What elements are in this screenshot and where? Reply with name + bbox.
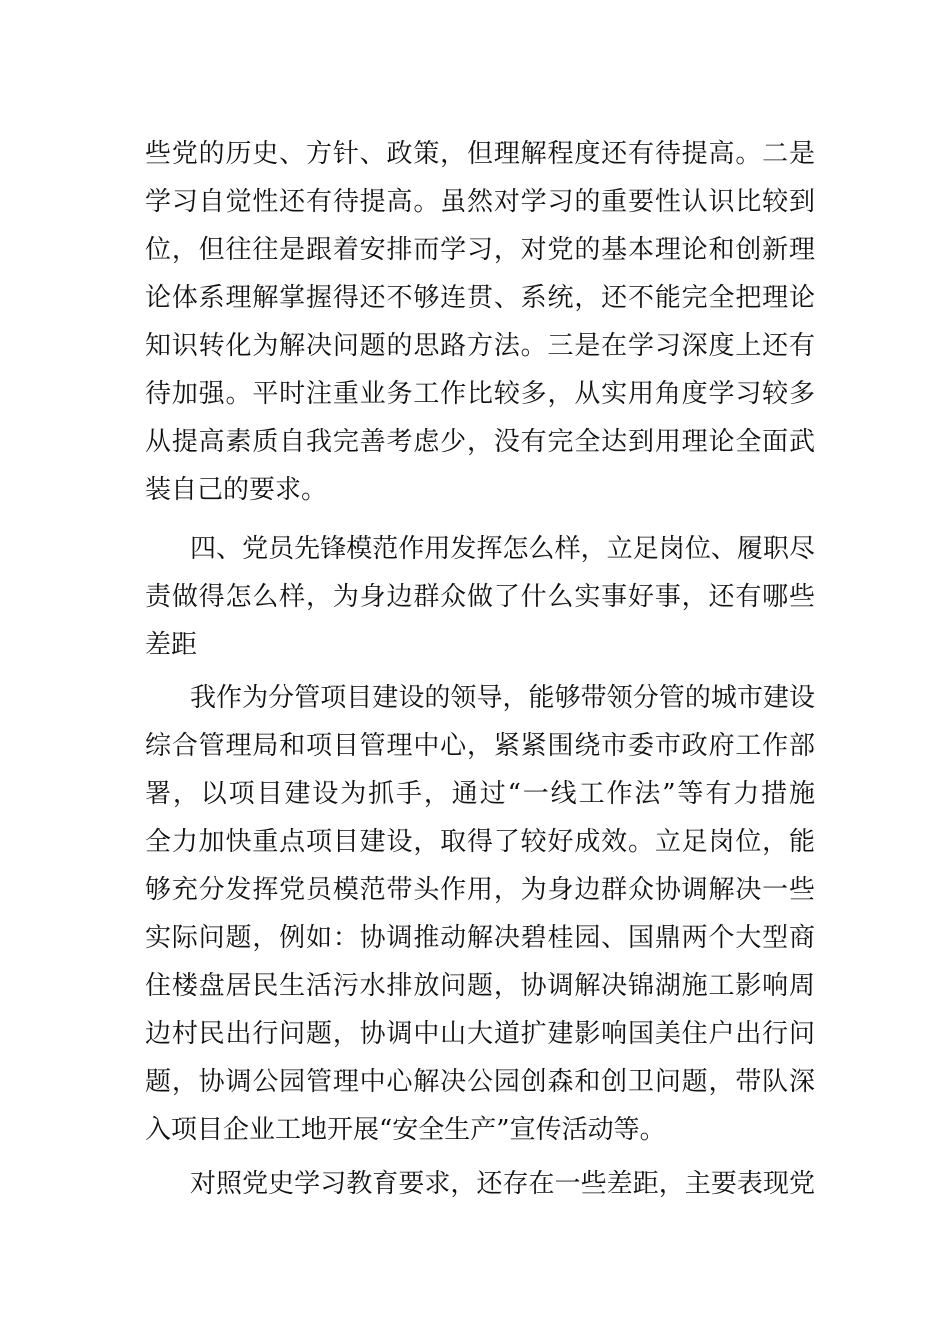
text-line: 题，协调公园管理中心解决公园创森和创卫问题，带队深 [145,1067,815,1097]
text-line: 些党的历史、方针、政策，但理解程度还有待提高。二是 [145,139,815,169]
text-line: 够充分发挥党员模范带头作用，为身边群众协调解决一些 [145,875,815,905]
text-line: 全力加快重点项目建设，取得了较好成效。立足岗位，能 [145,827,815,857]
text-line: 实际问题，例如：协调推动解决碧桂园、国鼎两个大型商 [145,923,815,953]
text-line: 论体系理解掌握得还不够连贯、系统，还不能完全把理论 [145,283,815,313]
text-line: 综合管理局和项目管理中心，紧紧围绕市委市政府工作部 [145,731,815,761]
text-line: 入项目企业工地开展“安全生产”宣传活动等。 [145,1115,666,1145]
text-line: 学习自觉性还有待提高。虽然对学习的重要性认识比较到 [145,187,815,217]
section-heading-line: 差距 [145,630,198,660]
text-line: 位，但往往是跟着安排而学习，对党的基本理论和创新理 [145,235,815,265]
text-line: 署，以项目建设为抓手，通过“一线工作法”等有力措施 [145,779,815,809]
text-line: 边村民出行问题，协调中山大道扩建影响国美住户出行问 [145,1019,815,1049]
text-line: 从提高素质自我完善考虑少，没有完全达到用理论全面武 [145,427,815,457]
section-heading-line: 四、党员先锋模范作用发挥怎么样，立足岗位、履职尽 [190,534,815,564]
text-line: 我作为分管项目建设的领导，能够带领分管的城市建设 [190,683,815,713]
text-line: 装自己的要求。 [145,475,328,505]
text-line: 对照党史学习教育要求，还存在一些差距，主要表现党 [190,1169,815,1199]
text-line: 住楼盘居民生活污水排放问题，协调解决锦湖施工影响周 [145,971,815,1001]
text-line: 知识转化为解决问题的思路方法。三是在学习深度上还有 [145,331,815,361]
section-heading-line: 责做得怎么样，为身边群众做了什么实事好事，还有哪些 [145,582,815,612]
text-line: 待加强。平时注重业务工作比较多，从实用角度学习较多 [145,379,815,409]
